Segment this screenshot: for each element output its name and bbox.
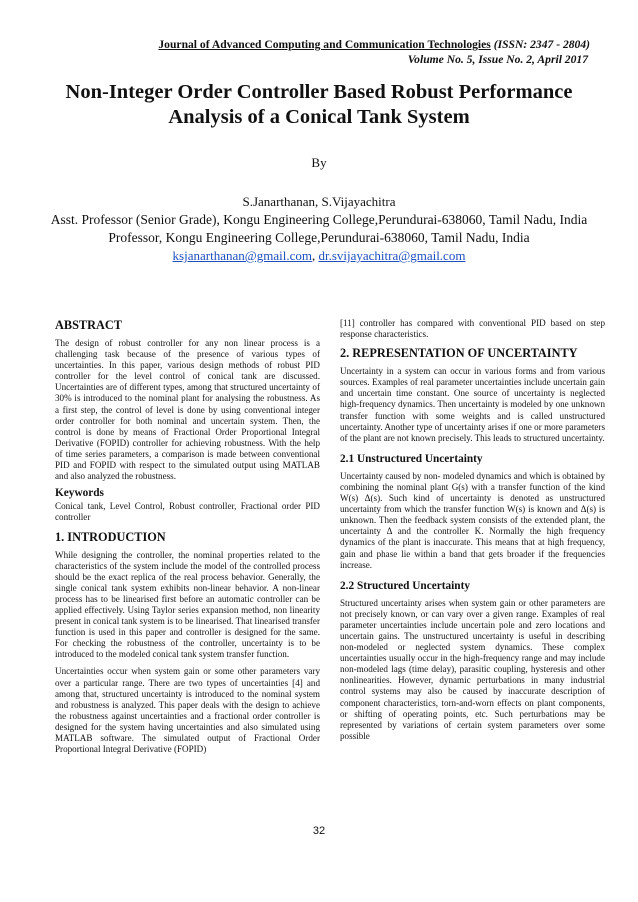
continuation-text: [11] controller has compared with conventional PID based on step response characteristics. xyxy=(340,318,605,340)
page-number: 32 xyxy=(312,825,326,837)
email-link-1[interactable]: ksjanarthanan@gmail.com xyxy=(172,248,312,263)
email-separator: , xyxy=(311,248,319,263)
journal-header xyxy=(95,38,590,51)
title-line-1: Non-Integer Order Controller Based Robust Performance xyxy=(65,81,573,103)
introduction-paragraph-1: While designing the controller, the nominal properties related to the characteristics of the system include the model of the controlled process should be the exact replica of the real process behavior. Generally, the single conical tank system exhibits non-linear behavior. A non-linear process has to be linearised first before an automatic controller can be applied effectively. Using Taylor series expansion method, non linearity present in conical tank system is to be linearised. That linearised transfer function is used in this paper and controller is designed for the same. For checking the robustness of the controller, uncertainty is to be introduced to the modeled conical tank system transfer function. xyxy=(55,549,320,660)
title-line-2: Analysis of a Conical Tank System xyxy=(168,106,470,128)
keywords-heading: Keywords xyxy=(55,487,104,500)
introduction-paragraph-2: Uncertainties occur when system gain or some other parameters vary over a particular range. There are two types of uncertainties [4] and among that, structured uncertainty is introduced to the nominal system and robustness is analyzed. This paper deals with the design to achieve the robustness against uncertainties and a fractional order controller is designed for the system having uncertainties and also simulated using MATLAB software. The simulated output of Fractional Order Proportional Integral Derivative (FOPID) xyxy=(55,666,320,755)
introduction-heading: 1. INTRODUCTION xyxy=(55,529,166,544)
right-column xyxy=(340,318,605,748)
journal-name: Journal of Advanced Computing and Communication Technologies xyxy=(158,38,491,51)
affiliation-2: Professor, Kongu Engineering College,Perundurai-638060, Tamil Nadu, India xyxy=(108,230,530,245)
paper-title xyxy=(40,80,598,130)
abstract-text: The design of robust controller for any non linear process is a challenging task because of the presence of various types of uncertainties. In this paper, various design methods of robust PID controller for the level control of conical tank are discussed. Uncertainties are of different types, among that structured uncertainty of 30% is introduced to the nominal plant for analysing the robustness. As a first step, the control of level is done by using conventional integer order controller for both nominal and uncertain system. Then, the control is done by means of Fractional Order Proportional Integral Derivative (FOPID) controller for achieving robustness. With the help of time series parameters, a comparison is made between conventional PID and FOPID with respect to the simulated output using MATLAB and also analyzed the robustness. xyxy=(55,338,320,482)
section-2-2-text: Structured uncertainty arises when system gain or other parameters are not precisely known, or can vary over a given range. Examples of real parameter uncertainties include uncertain pole and zero locations and uncertain gains. The unstructured uncertainty is useful in describing non-modeled or neglected system dynamics. These complex uncertainties usually occur in the high-frequency range and may include non-modeled lags (time delay), parasitic coupling, hysteresis and other nonlinearities. However, dynamic perturbations in many industrial control systems may also be caused by inaccurate description of component characteristics, torn-and-worn effects on plant components, or shifting of operating points, etc. Such perturbations may be represented by variations of certain system parameters over some possible xyxy=(340,597,605,741)
email-link-2[interactable]: dr.svijayachitra@gmail.com xyxy=(318,248,466,263)
keywords-text: Conical tank, Level Control, Robust controller, Fractional order PID controller xyxy=(55,501,320,523)
journal-issn: (ISSN: 2347 - 2804) xyxy=(493,38,590,51)
author-names: S.Janarthanan, S.Vijayachitra xyxy=(242,194,396,209)
section-2-1-text: Uncertainty caused by non- modeled dynamics and which is obtained by combining the nominal plant G(s) with a transfer function of the kind W(s) Δ(s). Such kind of uncertainty is denoted as unstructured uncertainty from which the transfer function W(s) is known and Δ(s) is unknown. Then the feedback system consists of the extended plant, the uncertainty Δ and the controller K. Normally the high frequency dynamics of the plant is inaccurate. This means that at high frequency, gain and phase lie within a band that gets broader if the frequencies increase. xyxy=(340,470,605,570)
abstract-heading: ABSTRACT xyxy=(55,318,122,332)
section-2-heading: 2. REPRESENTATION OF UNCERTAINTY xyxy=(340,346,578,361)
affiliation-1: Asst. Professor (Senior Grade), Kongu Engineering College,Perundurai-638060, Tamil Nadu, India xyxy=(50,212,588,227)
section-2-1-heading: 2.1 Unstructured Uncertainty xyxy=(340,452,483,465)
section-2-2-heading: 2.2 Structured Uncertainty xyxy=(340,579,471,592)
author-emails xyxy=(0,248,638,264)
left-column xyxy=(55,318,320,761)
journal-volume: Volume No. 5, Issue No. 2, April 2017 xyxy=(407,53,588,66)
by-label: By xyxy=(311,155,327,170)
section-2-text: Uncertainty in a system can occur in various forms and from various sources. Examples of real parameter uncertainties include uncertain gain and uncertain time constant. One source of uncertainty is neglected high-frequency dynamics. Then uncertainty is modeled by one unknown transfer function with some weights and is called unstructured uncertainty. Another type of uncertainty arises if one or more parameters of the plant are not known precisely. This leads to structured uncertainty. xyxy=(340,366,605,443)
